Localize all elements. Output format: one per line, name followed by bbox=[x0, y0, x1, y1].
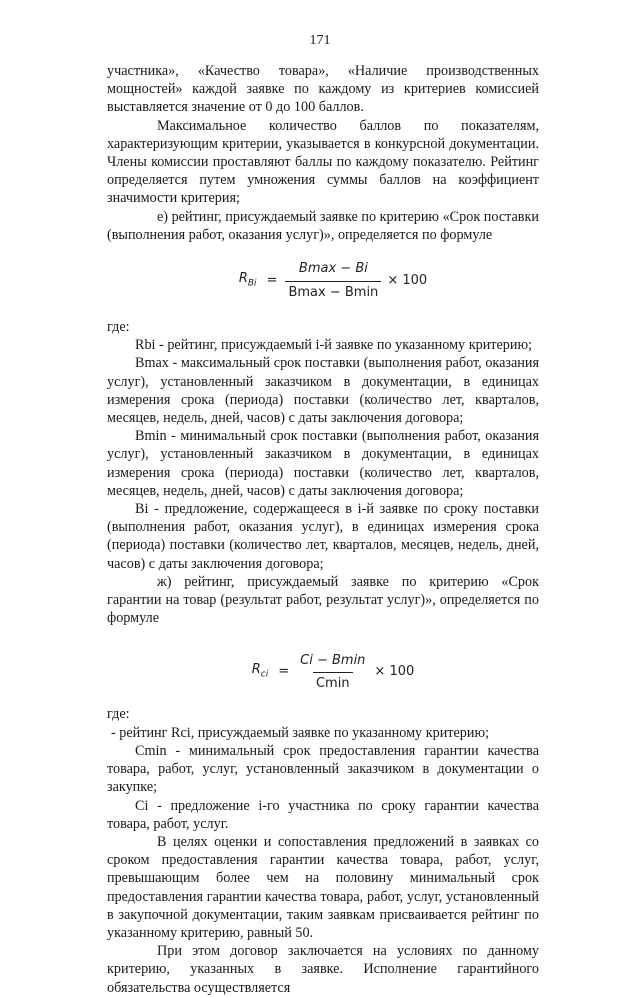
formula-multiplier: × 100 bbox=[387, 272, 428, 288]
paragraph-max-points: Максимальное количество баллов по показателям, характеризующим критерии, указывается в конкурсной документации. Члены комиссии проставляют баллы по каждому показателю. Рейтинг определяется путем умножения суммы баллов на коэффициент значимости критерия; bbox=[107, 117, 539, 207]
definition-bmin: Bmin - минимальный срок поставки (выполнения работ, оказания услуг), установленный заказчиком в документации, в единицах измерения срока (периода) поставки (количество лет, кварталов, месяцев, недель, дней, часов) с даты заключения договора; bbox=[107, 428, 539, 499]
paragraph-where-2: где: bbox=[107, 706, 130, 723]
definition-bmax: Bmax - максимальный срок поставки (выполнения работ, оказания услуг), установленный заказчиком в документации, в единицах измерения срока (периода) поставки (количество лет, кварталов, месяцев, недель, дней, часов) с даты заключения договора; bbox=[107, 355, 539, 427]
formula-equals: = bbox=[266, 272, 278, 288]
page-number: 171 bbox=[309, 33, 331, 48]
definition-rbi: Rbi - рейтинг, присуждаемый i-й заявке по указанному критерию; bbox=[135, 337, 533, 354]
paragraph-contract-terms: При этом договор заключается на условиях по данному критерию, указанных в заявке. Исполнение гарантийного обязательства осуществляется bbox=[107, 943, 539, 996]
definition-cmin: Cmin - минимальный срок предоставления гарантии качества товара, работ, услуг, установленный заказчиком в документации о закупке; bbox=[107, 742, 539, 796]
formula-delivery-rating bbox=[127, 252, 539, 310]
formula-lhs: $R_{Bi}$ bbox=[238, 270, 257, 289]
formula-denominator: Bmax − Bmin bbox=[285, 281, 381, 302]
paragraph-where-1: где: bbox=[107, 319, 130, 336]
formula-numerator: Ci − Bmin bbox=[300, 652, 366, 668]
formula-equals: = bbox=[278, 664, 290, 680]
paragraph-item-e: е) рейтинг, присуждаемый заявке по критерию «Срок поставки (выполнения работ, оказания услуг)», определяется по формуле bbox=[107, 208, 539, 243]
formula-warranty-rating bbox=[127, 643, 539, 701]
formula-lhs: $R_{ci}$ bbox=[251, 662, 269, 680]
formula-multiplier: × 100 bbox=[374, 664, 415, 680]
formula-denominator: Cmin bbox=[313, 672, 353, 693]
definition-ci: Ci - предложение i-го участника по сроку гарантии качества товара, работ, услуг. bbox=[107, 797, 539, 832]
formula-fraction bbox=[297, 652, 368, 693]
formula-fraction bbox=[285, 260, 381, 301]
paragraph-warranty-evaluation: В целях оценки и сопоставления предложений в заявках со сроком предоставления гарантии качества товара, работ, услуг, превышающим более чем на половину минимальный срок предоставления гарантии качества товара, работ, услуг, установленный в закупочной документации, таким заявкам присваивается рейтинг по указанному критерию, равный 50. bbox=[107, 833, 539, 941]
paragraph-criteria-scores: участника», «Качество товара», «Наличие производственных мощностей» каждой заявке по каждому из критериев комиссией выставляется значение от 0 до 100 баллов. bbox=[107, 63, 539, 116]
paragraph-item-zh: ж) рейтинг, присуждаемый заявке по критерию «Срок гарантии на товар (результат работ, результат услуг)», определяется по формуле bbox=[107, 573, 539, 627]
document-body bbox=[107, 62, 539, 997]
formula-numerator: Bmax − Bi bbox=[298, 261, 368, 277]
definition-rci: - рейтинг Rci, присуждаемый заявке по указанному критерию; bbox=[111, 724, 490, 741]
definition-bi: Bi - предложение, содержащееся в i-й заявке по сроку поставки (выполнения работ, оказания услуг), в единицах измерения срока (периода) поставки (количество лет, кварталов, месяцев, недель, дней, часов) с даты заключения договора; bbox=[107, 501, 539, 572]
